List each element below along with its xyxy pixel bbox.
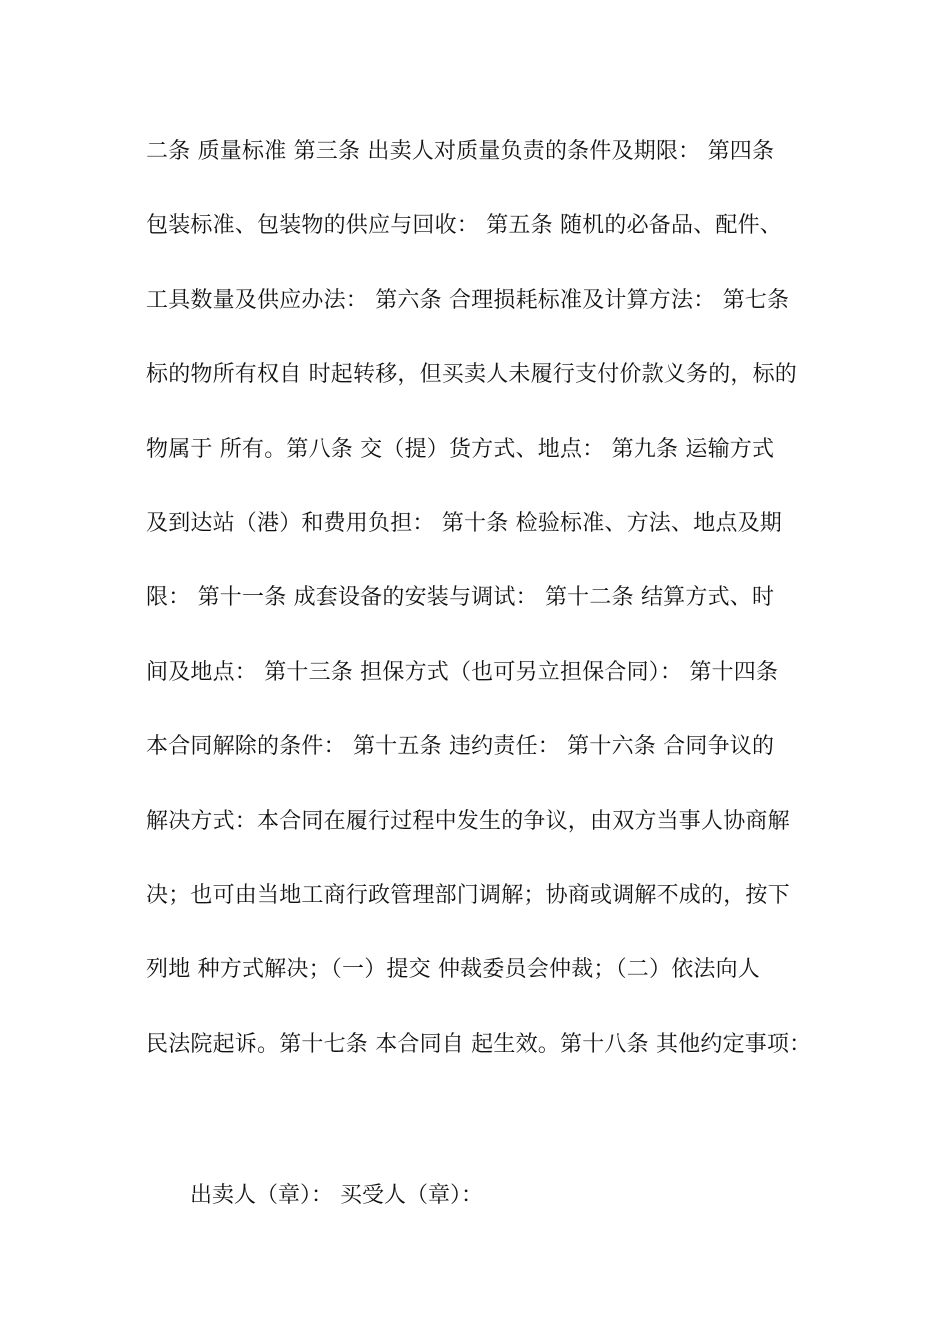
text-line: 决；也可由当地工商行政管理部门调解；协商或调解不成的，按下 (146, 882, 790, 908)
text-line: 标的物所有权自 时起转移，但买卖人未履行支付价款义务的，标的 (146, 362, 797, 388)
text-line: 工具数量及供应办法： 第六条 合理损耗标准及计算方法： 第七条 (146, 287, 790, 313)
text-line: 解决方式：本合同在履行过程中发生的争议，由双方当事人协商解 (146, 808, 790, 834)
text-line: 民法院起诉。第十七条 本合同自 起生效。第十八条 其他约定事项： (146, 1031, 812, 1057)
text-line: 及到达站（港）和费用负担： 第十条 检验标准、方法、地点及期 (146, 510, 782, 536)
signature-line: 出卖人（章）： 买受人（章）： (190, 1183, 483, 1208)
text-line: 本合同解除的条件： 第十五条 违约责任： 第十六条 合同争议的 (146, 734, 775, 760)
text-line: 限： 第十一条 成套设备的安装与调试： 第十二条 结算方式、时 (146, 585, 775, 611)
text-line: 二条 质量标准 第三条 出卖人对质量负责的条件及期限： 第四条 (146, 139, 775, 164)
text-line: 间及地点： 第十三条 担保方式（也可另立担保合同）： 第十四条 (146, 659, 779, 685)
text-line: 物属于 所有。第八条 交（提）货方式、地点： 第九条 运输方式 (146, 436, 775, 462)
text-line: 包装标准、包装物的供应与回收： 第五条 随机的必备品、配件、 (146, 213, 782, 239)
text-line: 列地 种方式解决；（一）提交 仲裁委员会仲裁；（二）依法向人 (146, 957, 760, 983)
contract-clauses (146, 128, 826, 1095)
